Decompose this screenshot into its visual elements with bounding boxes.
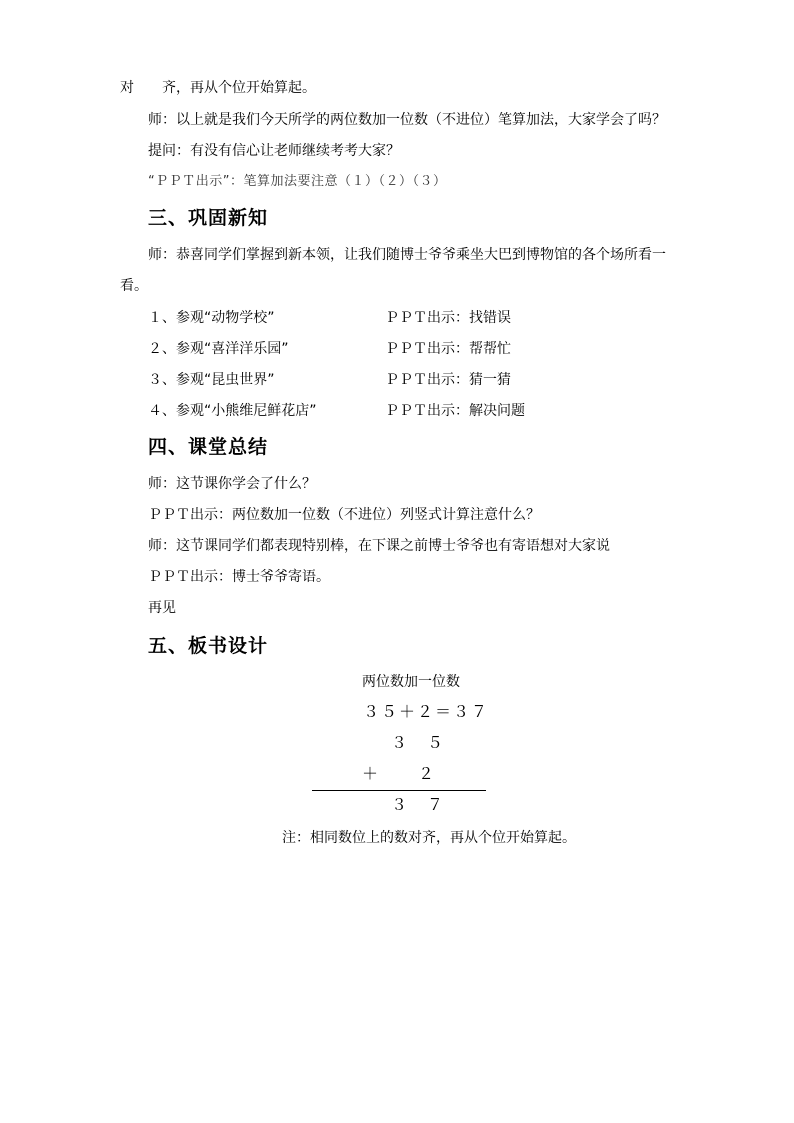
text-line: 再见 xyxy=(148,600,176,616)
list-item-right: ＰＰＴ出示：找错误 xyxy=(385,310,511,326)
list-item-left: ３、参观“昆虫世界” xyxy=(148,372,275,388)
text-line: 提问：有没有信心让老师继续考考大家？ xyxy=(148,143,400,159)
list-item-right: ＰＰＴ出示：解决问题 xyxy=(385,403,525,419)
list-item-left: １、参观“动物学校” xyxy=(148,310,275,326)
text-line: 对 齐，再从个位开始算起。 xyxy=(120,80,316,96)
text-line: 师：以上就是我们今天所学的两位数加一位数（不进位）笔算加法，大家学会了吗？ xyxy=(148,112,666,128)
text-line: 看。 xyxy=(120,278,148,294)
text-line: ＰＰＴ出示：博士爷爷寄语。 xyxy=(148,569,330,585)
list-item-left: ４、参观“小熊维尼鲜花店” xyxy=(148,403,317,419)
board-note: 注：相同数位上的数对齐，再从个位开始算起。 xyxy=(282,830,576,846)
vertical-result: ３ ７ xyxy=(391,795,446,814)
ppt-note-line: “ＰＰＴ出示”：笔算加法要注意（１）（２）（３） xyxy=(148,174,447,189)
section-heading-4: 四、课堂总结 xyxy=(148,436,269,458)
vertical-addend-1: ３ ５ xyxy=(391,733,446,752)
board-equation: ３５＋２＝３７ xyxy=(363,702,490,721)
board-title: 两位数加一位数 xyxy=(362,674,460,690)
list-item-right: ＰＰＴ出示：猜一猜 xyxy=(385,372,511,388)
text-line: 师：这节课你学会了什么？ xyxy=(148,476,316,492)
vertical-addend-2: ２ xyxy=(418,764,437,783)
text-line: 师：恭喜同学们掌握到新本领，让我们随博士爷爷乘坐大巴到博物馆的各个场所看一 xyxy=(148,247,666,263)
list-item-left: ２、参观“喜洋洋乐园” xyxy=(148,341,289,357)
text-line: 师：这节课同学们都表现特别棒，在下课之前博士爷爷也有寄语想对大家说 xyxy=(148,538,610,554)
section-heading-3: 三、巩固新知 xyxy=(148,207,269,229)
sum-line xyxy=(312,790,486,791)
plus-sign: ＋ xyxy=(362,764,381,783)
list-item-right: ＰＰＴ出示：帮帮忙 xyxy=(385,341,511,357)
text-line: ＰＰＴ出示：两位数加一位数（不进位）列竖式计算注意什么？ xyxy=(148,507,540,523)
section-heading-5: 五、板书设计 xyxy=(148,635,269,657)
